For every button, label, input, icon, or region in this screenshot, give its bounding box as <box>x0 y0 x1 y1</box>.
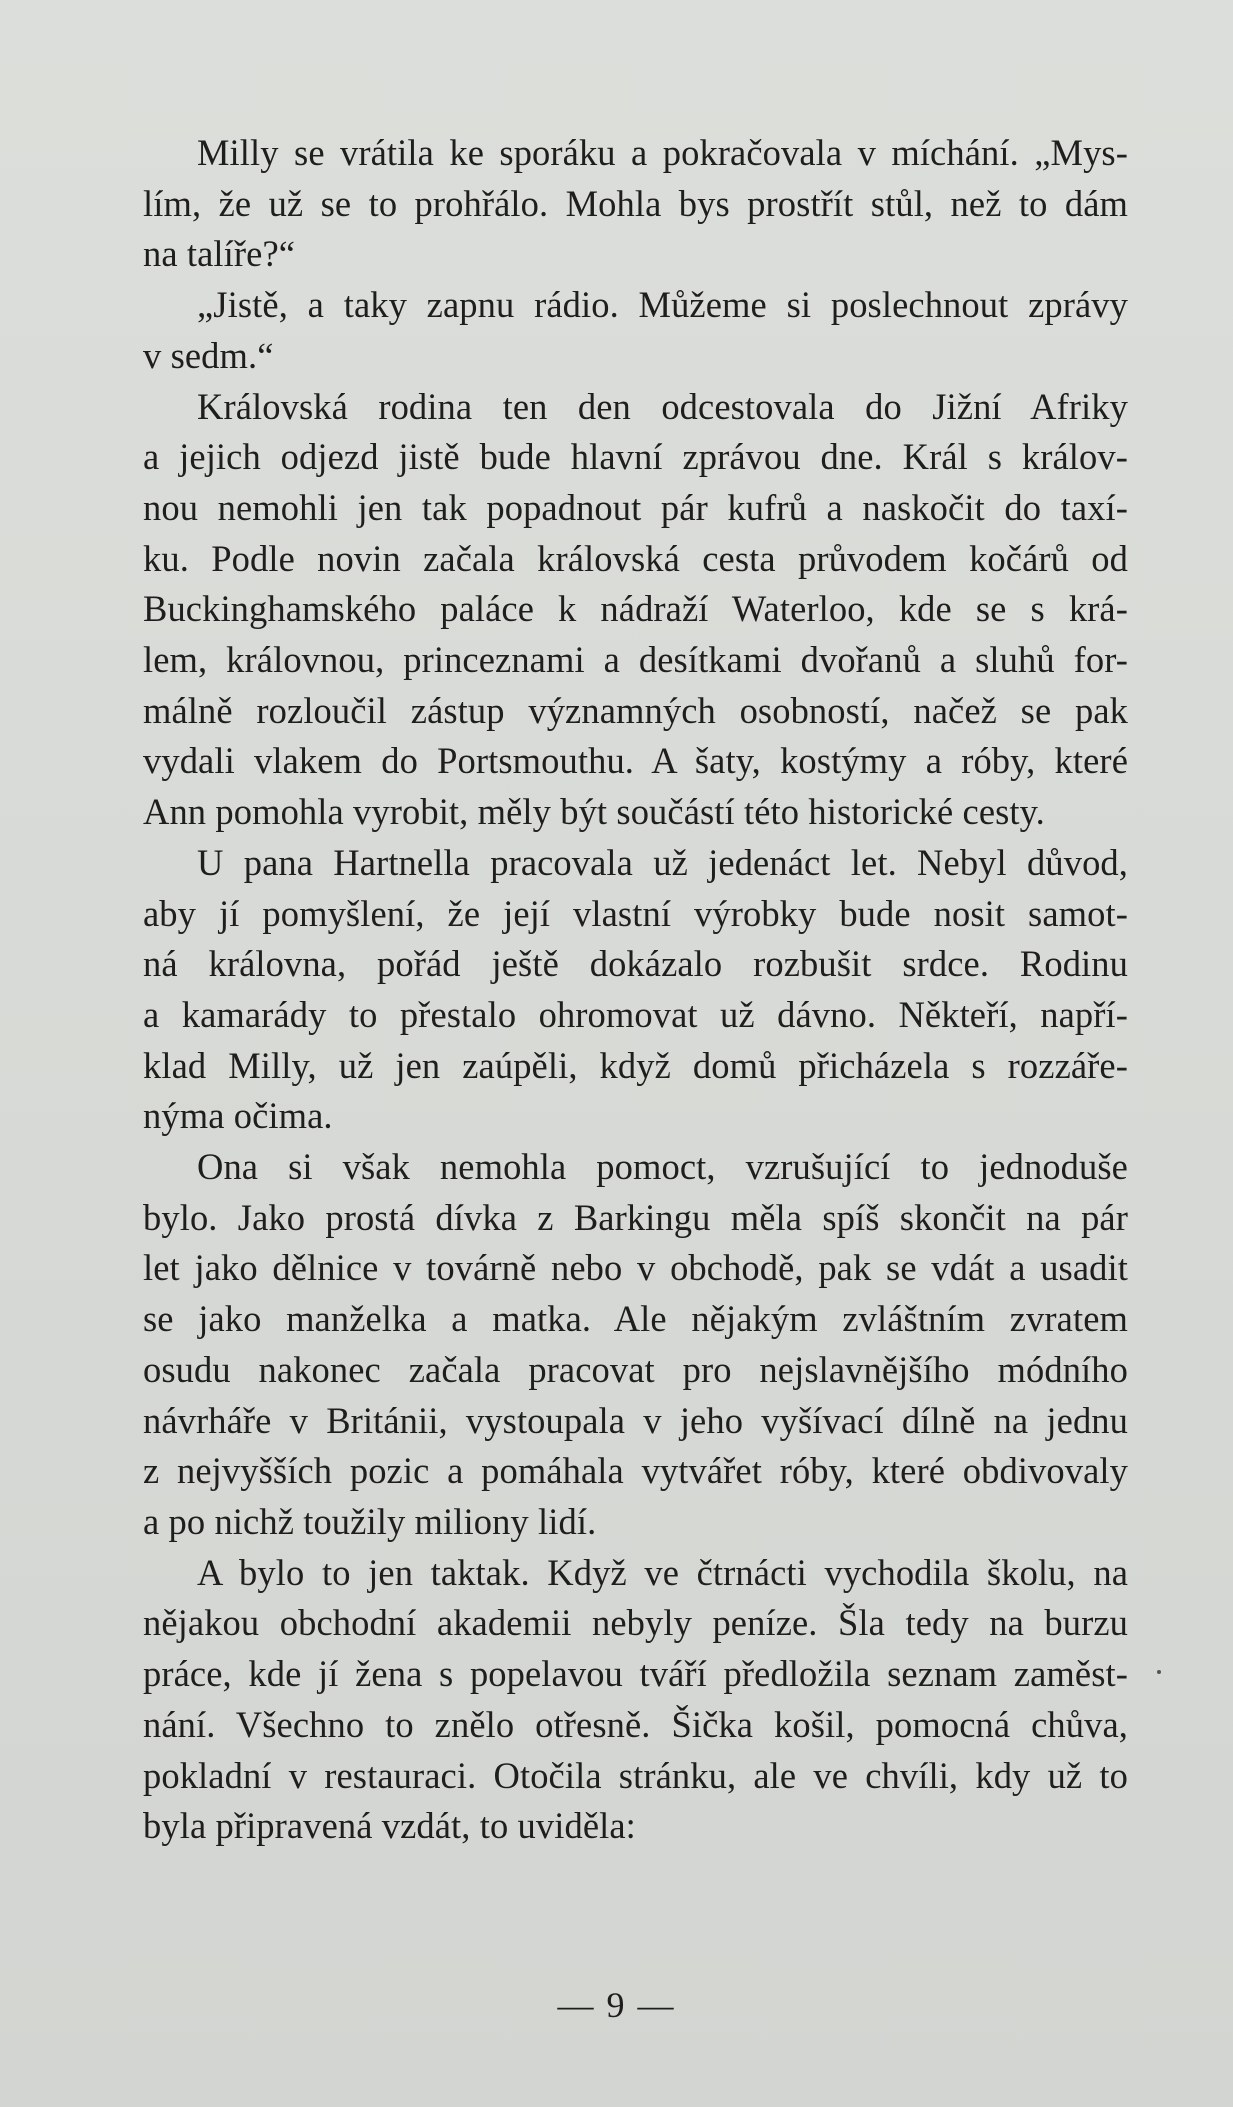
speck-mark <box>1157 1670 1161 1674</box>
text-line: lím, že už se to prohřálo. Mohla bys prostřít stůl, než to dám <box>143 182 1128 224</box>
text-line: nýma očima. <box>143 1095 333 1137</box>
text-line: osudu nakonec začala pracovat pro nejslavnějšího módního <box>143 1348 1128 1390</box>
text-line: z nejvyšších pozic a pomáhala vytvářet róby, které obdivovaly <box>143 1450 1128 1492</box>
text-line: lem, královnou, princeznami a desítkami dvořanů a sluhů for- <box>143 639 1128 681</box>
text-line: a po nichž toužily miliony lidí. <box>143 1500 597 1542</box>
text-line: Královská rodina ten den odcestovala do Jižní Afriky <box>197 385 1128 427</box>
page-number: — 9 — <box>557 1985 676 2025</box>
text-line: ná královna, pořád ještě dokázalo rozbušit srdce. Rodinu <box>143 943 1128 985</box>
text-line: na talíře?“ <box>143 233 296 275</box>
text-line: bylo. Jako prostá dívka z Barkingu měla spíš skončit na pár <box>143 1196 1128 1238</box>
paragraph <box>143 1548 1128 1852</box>
text-line: klad Milly, už jen zaúpěli, když domů přicházela s rozzáře- <box>143 1044 1128 1086</box>
text-line: pokladní v restauraci. Otočila stránku, ale ve chvíli, kdy už to <box>143 1754 1128 1796</box>
paragraph <box>143 128 1128 280</box>
text-line: Ann pomohla vyrobit, měly být součástí této historické cesty. <box>143 791 1045 833</box>
paragraph <box>143 382 1128 838</box>
paragraph <box>143 280 1128 381</box>
text-line: vydali vlakem do Portsmouthu. A šaty, kostýmy a róby, které <box>143 740 1128 782</box>
text-line: Ona si však nemohla pomoct, vzrušující to jednoduše <box>197 1146 1128 1188</box>
text-line: návrháře v Británii, vystoupala v jeho vyšívací dílně na jednu <box>143 1399 1128 1441</box>
text-line: let jako dělnice v továrně nebo v obchodě, pak se vdát a usadit <box>143 1247 1128 1289</box>
body-text <box>143 128 1128 1852</box>
text-line: ku. Podle novin začala královská cesta průvodem kočárů od <box>143 537 1128 579</box>
text-line: nějakou obchodní akademii nebyly peníze. Šla tedy na burzu <box>143 1602 1128 1644</box>
text-line: „Jistě, a taky zapnu rádio. Můžeme si poslechnout zprávy <box>197 284 1128 326</box>
paragraph <box>143 1142 1128 1548</box>
text-line: v sedm.“ <box>143 334 274 376</box>
paragraph <box>143 838 1128 1142</box>
text-line: se jako manželka a matka. Ale nějakým zvláštním zvratem <box>143 1298 1128 1340</box>
text-line: U pana Hartnella pracovala už jedenáct let. Nebyl důvod, <box>197 841 1128 883</box>
text-line: a kamarády to přestalo ohromovat už dávno. Někteří, napří- <box>143 993 1128 1035</box>
text-line: Milly se vrátila ke sporáku a pokračovala v míchání. „Mys- <box>197 132 1128 173</box>
text-line: nání. Všechno to znělo otřesně. Šička košil, pomocná chůva, <box>143 1703 1128 1745</box>
text-line: nou nemohli jen tak popadnout pár kufrů a naskočit do taxí- <box>143 486 1128 528</box>
text-line: A bylo to jen taktak. Když ve čtrnácti vychodila školu, na <box>197 1551 1128 1593</box>
text-line: byla připravená vzdát, to uviděla: <box>143 1805 636 1847</box>
text-line: a jejich odjezd jistě bude hlavní zprávou dne. Král s králov- <box>143 436 1128 478</box>
text-line: málně rozloučil zástup významných osobností, načež se pak <box>143 689 1128 731</box>
text-line: práce, kde jí žena s popelavou tváří předložila seznam zaměst- <box>143 1653 1128 1695</box>
text-line: aby jí pomyšlení, že její vlastní výrobky bude nosit samot- <box>143 892 1128 934</box>
text-line: Buckinghamského paláce k nádraží Waterloo, kde se s krá- <box>143 588 1128 630</box>
